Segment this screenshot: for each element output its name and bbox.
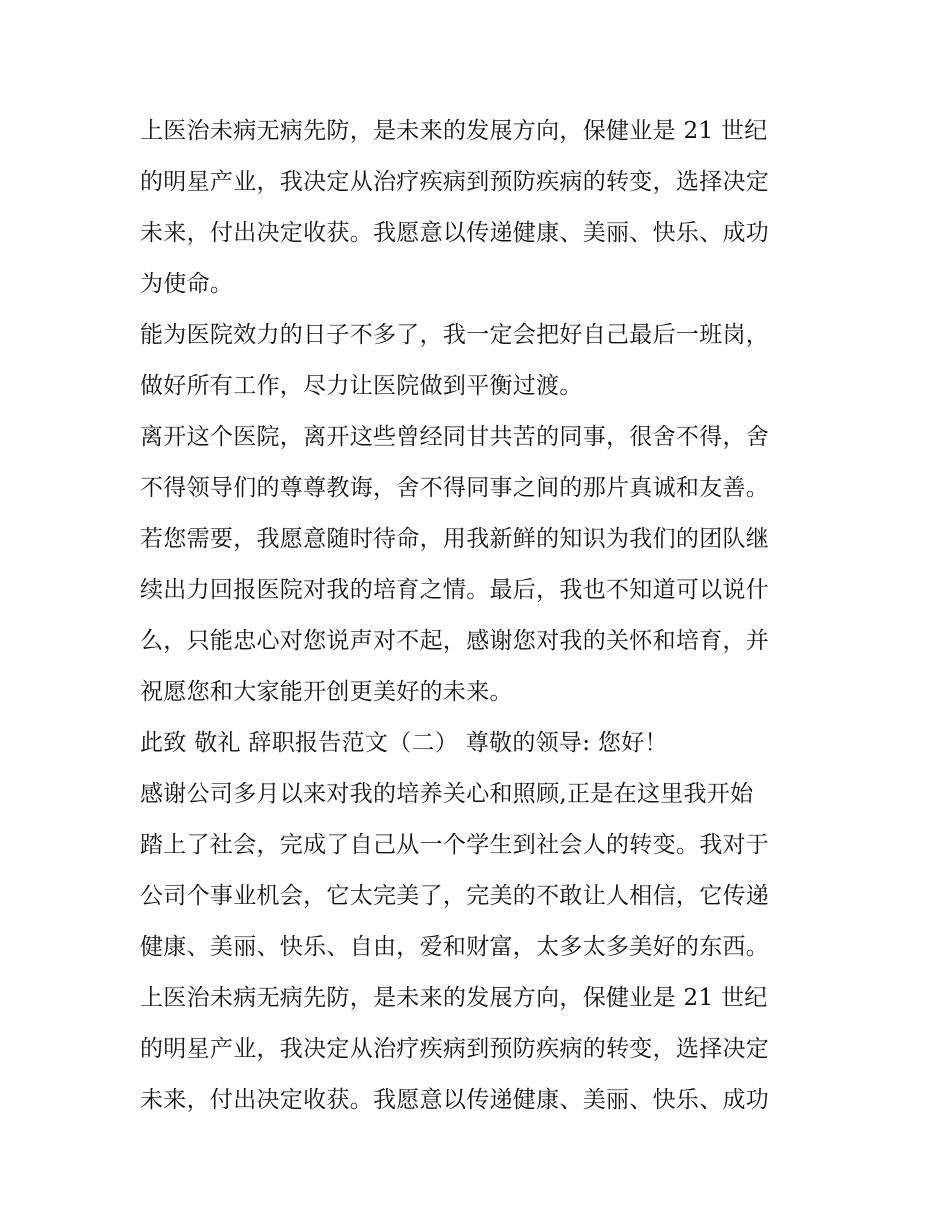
text-line: 感谢公司多月以来对我的培养关心和照顾,正是在这里我开始 [140,781,754,807]
text-line: 不得领导们的尊尊教诲，舍不得同事之间的那片真诚和友善。 [140,475,770,501]
text-line: 为使命。 [140,271,234,297]
text-line: 健康、美丽、快乐、自由，爱和财富，太多太多美好的东西。 [140,934,770,960]
text-line: 上医治未病无病先防，是未来的发展方向，保健业是 21 世纪 [140,118,768,144]
text-line: 的明星产业，我决定从治疗疾病到预防疾病的转变，选择决定 [140,1036,770,1062]
text-line: 上医治未病无病先防，是未来的发展方向，保健业是 21 世纪 [140,985,768,1011]
text-line: 么，只能忠心对您说声对不起，感谢您对我的关怀和培育，并 [140,628,770,654]
text-line: 续出力回报医院对我的培育之情。最后，我也不知道可以说什 [140,577,770,603]
text-line: 能为医院效力的日子不多了，我一定会把好自己最后一班岗， [140,322,770,348]
text-line: 祝愿您和大家能开创更美好的未来。 [140,679,513,705]
text-line: 公司个事业机会，它太完美了，完美的不敢让人相信，它传递 [140,883,770,909]
text-line: 若您需要，我愿意随时待命，用我新鲜的知识为我们的团队继 [140,526,770,552]
text-line: 未来，付出决定收获。我愿意以传递健康、美丽、快乐、成功 [140,220,770,246]
document-body [140,106,820,1126]
text-line: 的明星产业，我决定从治疗疾病到预防疾病的转变，选择决定 [140,169,770,195]
text-line: 踏上了社会，完成了自己从一个学生到社会人的转变。我对于 [140,832,770,858]
text-line: 离开这个医院，离开这些曾经同甘共苦的同事，很舍不得，舍 [140,424,770,450]
text-line: 未来，付出决定收获。我愿意以传递健康、美丽、快乐、成功 [140,1087,770,1113]
text-line: 此致 敬礼 辞职报告范文（二） 尊敬的领导: 您好！ [140,730,668,756]
text-line: 做好所有工作，尽力让医院做到平衡过渡。 [140,373,583,399]
